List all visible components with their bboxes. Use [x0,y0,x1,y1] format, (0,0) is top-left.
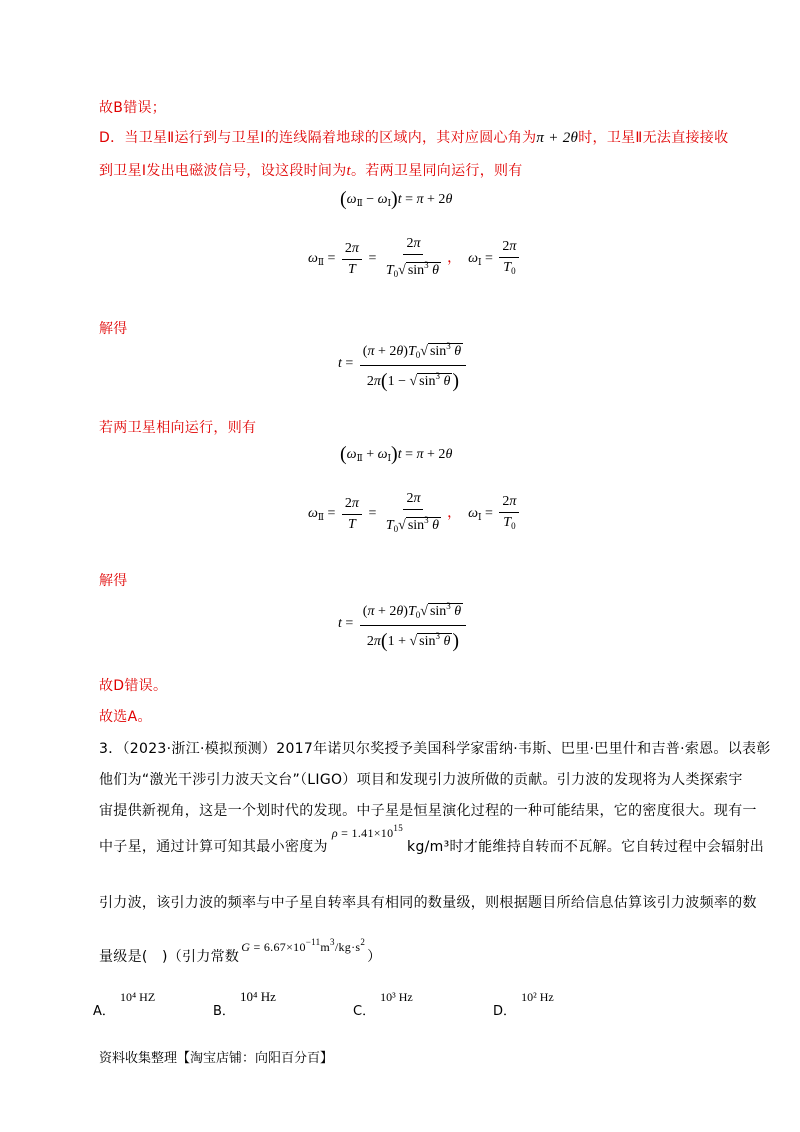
question-3-line-2: 他们为“激光干涉引力波天文台”（LIGO）项目和发现引力波所做的贡献。引力波的发现将为人类探索宇 [99,772,743,788]
equation-angular-velocities-2: $\omega_Ⅱ$ = $\frac{2\pi}{T}$ = $\frac{2\pi}{T_0√ \sin^3 \theta}$ ， $\omega_Ⅰ$ = $\frac{2\pi}{T_0}$ [308,491,522,537]
b-wrong-line: 故B错误； [99,100,167,116]
option-d-analysis-line-2: 到卫星Ⅰ发出电磁波信号，设这段时间为t。若两卫星同向运行，则有 [99,163,523,179]
density-expression: $\rho = 1.41\times 10^{15}$ [331,823,404,840]
page-footer: 资料收集整理【淘宝店铺：向阳百分百】 [99,1051,334,1066]
angle-expression: π + 2θ [536,130,579,146]
solve-label-2: 解得 [99,573,128,589]
question-3-line-5: 引力波，该引力波的频率与中子星自转率具有相同的数量级，则根据题目所给信息估算该引力波频率的数 [99,895,757,911]
question-3-line-6: 量级是( )（引力常数$G = 6.67\times 10^{-11}m^3/kg\cdot s^2$） [99,937,382,965]
question-3-line-4: 中子星，通过计算可知其最小密度为$\rho = 1.41\times 10^{15}kg/m^3$时才能维持自转而不瓦解。它自转过程中会辐射出 [99,823,765,855]
solve-label-1: 解得 [99,321,128,337]
equation-relative-angular-2: $(\omega_Ⅱ + \omega_Ⅰ)t = \pi + 2\theta$ [340,443,453,465]
result-equation-1: t = $\frac{(\pi + 2\theta)T_0√ \sin^3 \theta}{2\pi(1 - √ \sin^3 \theta )}$ [338,338,469,390]
question-3-line-3: 宙提供新视角，这是一个划时代的发现。中子星是恒星演化过程的一种可能结果，它的密度很大。现有一 [99,803,757,819]
opposite-direction-line: 若两卫星相向运行，则有 [99,420,257,436]
option-a[interactable]: $_{A.}$ 10⁴ HZ [93,990,156,1019]
answer-line: 故选A。 [99,709,152,725]
equation-angular-velocities-1: $\omega_Ⅱ$ = $\frac{2\pi}{T}$ = $\frac{2\pi}{T_0√ \sin^3 \theta}$ ， $\omega_Ⅰ$ = $\frac{2\pi}{T_0}$ [308,236,522,282]
d-wrong-line: 故D错误。 [99,678,168,694]
result-equation-2: t = $\frac{(\pi + 2\theta)T_0√ \sin^3 \theta}{2\pi(1 + √ \sin^3 \theta )}$ [338,598,469,650]
option-c[interactable]: $_{C.}$ 10³ Hz [353,990,413,1019]
option-b[interactable]: $_{B.}$ 10⁴ Hz [213,989,276,1019]
option-d-analysis-line-1: D．当卫星Ⅱ运行到与卫星Ⅰ的连线隔着地球的区域内，其对应圆心角为π + 2θ时，卫星Ⅱ无法直接接收 [99,130,729,146]
question-3-line-1: 3．（2023·浙江·模拟预测）2017年诺贝尔奖授予美国科学家雷纳·韦斯、巴里·巴里什和吉普·索恩。以表彰 [99,741,771,757]
option-d[interactable]: $_{D.}$ 10² Hz [493,990,554,1019]
gravitational-constant-expression: $G = 6.67\times 10^{-11}m^3/kg\cdot s^2$ [241,937,366,954]
equation-relative-angular-1: $(\omega_Ⅱ - \omega_Ⅰ)t = \pi + 2\theta$ [340,188,453,210]
